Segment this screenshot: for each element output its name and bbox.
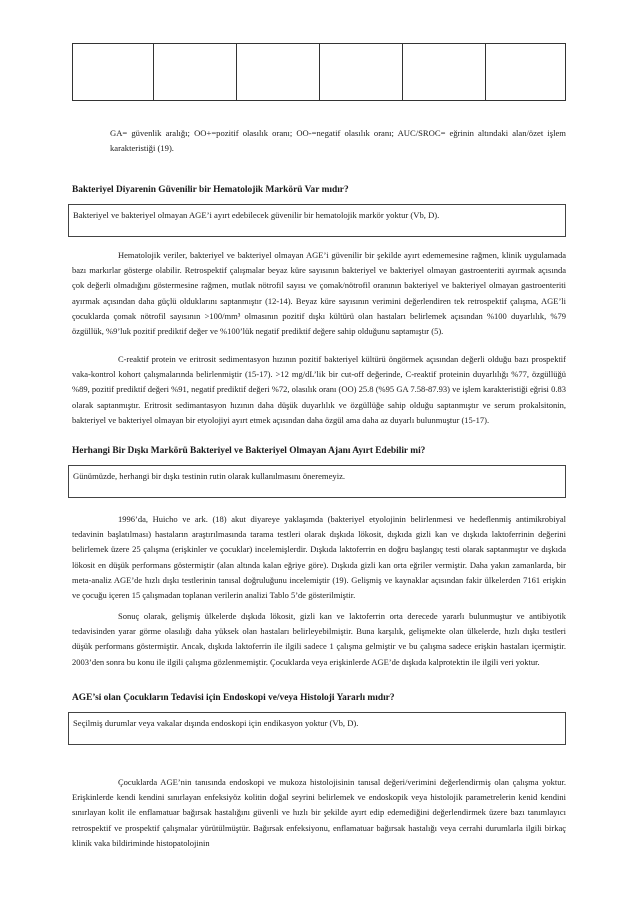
table-cell — [320, 44, 403, 101]
body-paragraph: C-reaktif protein ve eritrosit sedimentasyon hızının pozitif bakteriyel kültürü öngörmek açısından değerli olduğu bazı prospektif vaka-kontrol kohort çalışmalarında belirlenmiştir (15-17). >12 mg/dL’lik bir cut-off değerinde, C-reaktif proteinin duyarlılığı %77, özgüllüğü %89, pozitif prediktif değeri %91, negatif prediktif değeri %72, olasılık oranı (OO) 25.8 (%95 GA 7.58-87.93) ve işlem karakteristiği eğrisi 0.83 olarak saptanmıştır. Eritrosit sedimantasyon hızının daha düşük duyarlılık ve özgüllüğe sahip olduğu saptanmıştır ve serum prokalsitonin, bakteriyel ve bakteriyel olmayan bir etyolojiyi ayırt etmek açısından daha özgül ama daha az duyarlı bulunmuştur (15-17). — [72, 354, 566, 425]
table-cell — [73, 44, 154, 101]
table-row — [73, 44, 566, 101]
section-heading-stool-marker: Herhangi Bir Dışkı Markörü Bakteriyel ve Bakteriyel Olmayan Ajanı Ayırt Edebilir mi? — [72, 446, 426, 456]
table-cell — [154, 44, 237, 101]
recommendation-box-hematologic: Bakteriyel ve bakteriyel olmayan AGE’i ayırt edebilecek güvenilir bir hematolojik markör yoktur (Vb, D). — [68, 204, 566, 237]
body-paragraph: Hematolojik veriler, bakteriyel ve bakteriyel olmayan AGE’i güvenilir bir şekilde ayırt edememesine rağmen, klinik uygulamada bazı markırlar gösterge olabilir. Retrospektif çalışmalar beyaz küre sayısının bakteriyel ve bakteriyel olmayan gastroenteriti ayırmak açısında çok değerli olmadığını göstermesine rağmen, mutlak nötrofil sayısı ve çomak/nötrofil oranının bakteriyel ve bakteriyel olmayan gastroenteriti ayırmak açısından daha güçlü olduklarını saptanmıştır (12-14). Beyaz küre sayısının verimini değerlendiren tek retrospektif çalışma, AGE’li çocuklarda çomak nötrofil sayısının >100/mm³ olmasının pozitif dışkı kültürü olan hastaları belirlemek açısından %100 duyarlılık, %79 özgüllük, %9’luk pozitif prediktif değer ve %100’lük negatif prediktif değere sahip olduğunu saptamıştır (5). — [72, 250, 566, 337]
table-cell — [237, 44, 320, 101]
section-heading-endoscopy: AGE’si olan Çocukların Tedavisi için Endoskopi ve/veya Histoloji Yararlı mıdır? — [72, 693, 395, 703]
section-heading-hematologic: Bakteriyel Diyarenin Güvenilir bir Hematolojik Markörü Var mıdır? — [72, 185, 349, 195]
table-cell — [486, 44, 566, 101]
recommendation-box-endoscopy: Seçilmiş durumlar veya vakalar dışında endoskopi için endikasyon yoktur (Vb, D). — [68, 712, 566, 745]
data-table-bottom-row — [72, 43, 566, 101]
table-cell — [403, 44, 486, 101]
body-paragraph: Çocuklarda AGE’nin tanısında endoskopi ve mukoza histolojisinin tanısal değeri/verimini değerlendirmiş olan çalışma yoktur. Erişkinlerde kendi kendini sınırlayan enfeksiyöz kolitin doğal seyrini belirlemek ve endoskopik veya histolojik parametrelerin kenid kendini sınırlayan kolit ile enflamatuar bağırsak hastalığını güvenli ve hızlı bir şekilde ayırt edip edemediğini değerlendirmek üzere bazı tanımlayıcı retrospektif ve prospektif çalışmalar yürütülmüştür. Bağırsak enfeksiyonu, enflamatuar bağırsak hastalığı veya cerrahi durumlarla ilgili birkaç klinik vaka bildiriminde histopatolojinin — [72, 777, 566, 848]
recommendation-box-stool-marker: Günümüzde, herhangi bir dışkı testinin rutin olarak kullanılmasını öneremeyiz. — [68, 465, 566, 498]
body-paragraph: Sonuç olarak, gelişmiş ülkelerde dışkıda lökosit, gizli kan ve laktoferrin orta derecede yararlı bulunmuştur ve antibiyotik tedavisinden yarar görme olasılığı daha yüksek olan hastaları belirleyebilmiştir. Buna karşılık, gelişmekte olan ülkelerde, hızlı dışkı testleri düşük performans göstermiştir. Ancak, dışkıda laktoferrin ile ilgili sadece 1 çalışma gelmiştir ve bu çalışma sadece erişkin hastaları içermiştir. 2003’den sonra bu konu ile ilgili çalışma gözlenmemiştir. Çocuklarda veya erişkinlerde AGE’de dışkıda kalprotektin ile ilgili veri yoktur. — [72, 611, 566, 667]
table-footnote: GA= güvenlik aralığı; OO+=pozitif olasılık oranı; OO-=negatif olasılık oranı; AUC/SROC= eğrinin altındaki alan/özet işlem karakteristiği (19). — [110, 128, 566, 153]
body-paragraph: 1996’da, Huicho ve ark. (18) akut diyareye yaklaşımda (bakteriyel etyolojinin belirlenmesi ve hedeflenmiş antimikrobiyal tedavinin başlatılması) hastaların araştırılmasında tarama testleri olarak dışkıda lökosit, dışkıda gizli kan ve dışkıda laktoferrinin değerini belirlemek üzere 25 çalışma (erişkinler ve çocuklar) incelemişlerdir. Dışkıda laktoferrin en doğru başlangıç testi olarak saptanmıştır ve dışkıda lökosit en düşük performans göstermiştir (alan altında kalan eğriye göre). Dışkıda gizli kan orta eğriler vermiştir. Daha yakın zamanlarda, bir meta-analiz AGE’de hızlı dışkı testlerinin tanısal doğruluğunu incelemiştir (19). Gelişmiş ve kaynaklar açısından fakir ülkelerden 7161 erişkin ve çocuğu içeren 15 çalışmadan toplanan verilerin analizi Tablo 5’de gösterilmiştir. — [72, 514, 566, 601]
